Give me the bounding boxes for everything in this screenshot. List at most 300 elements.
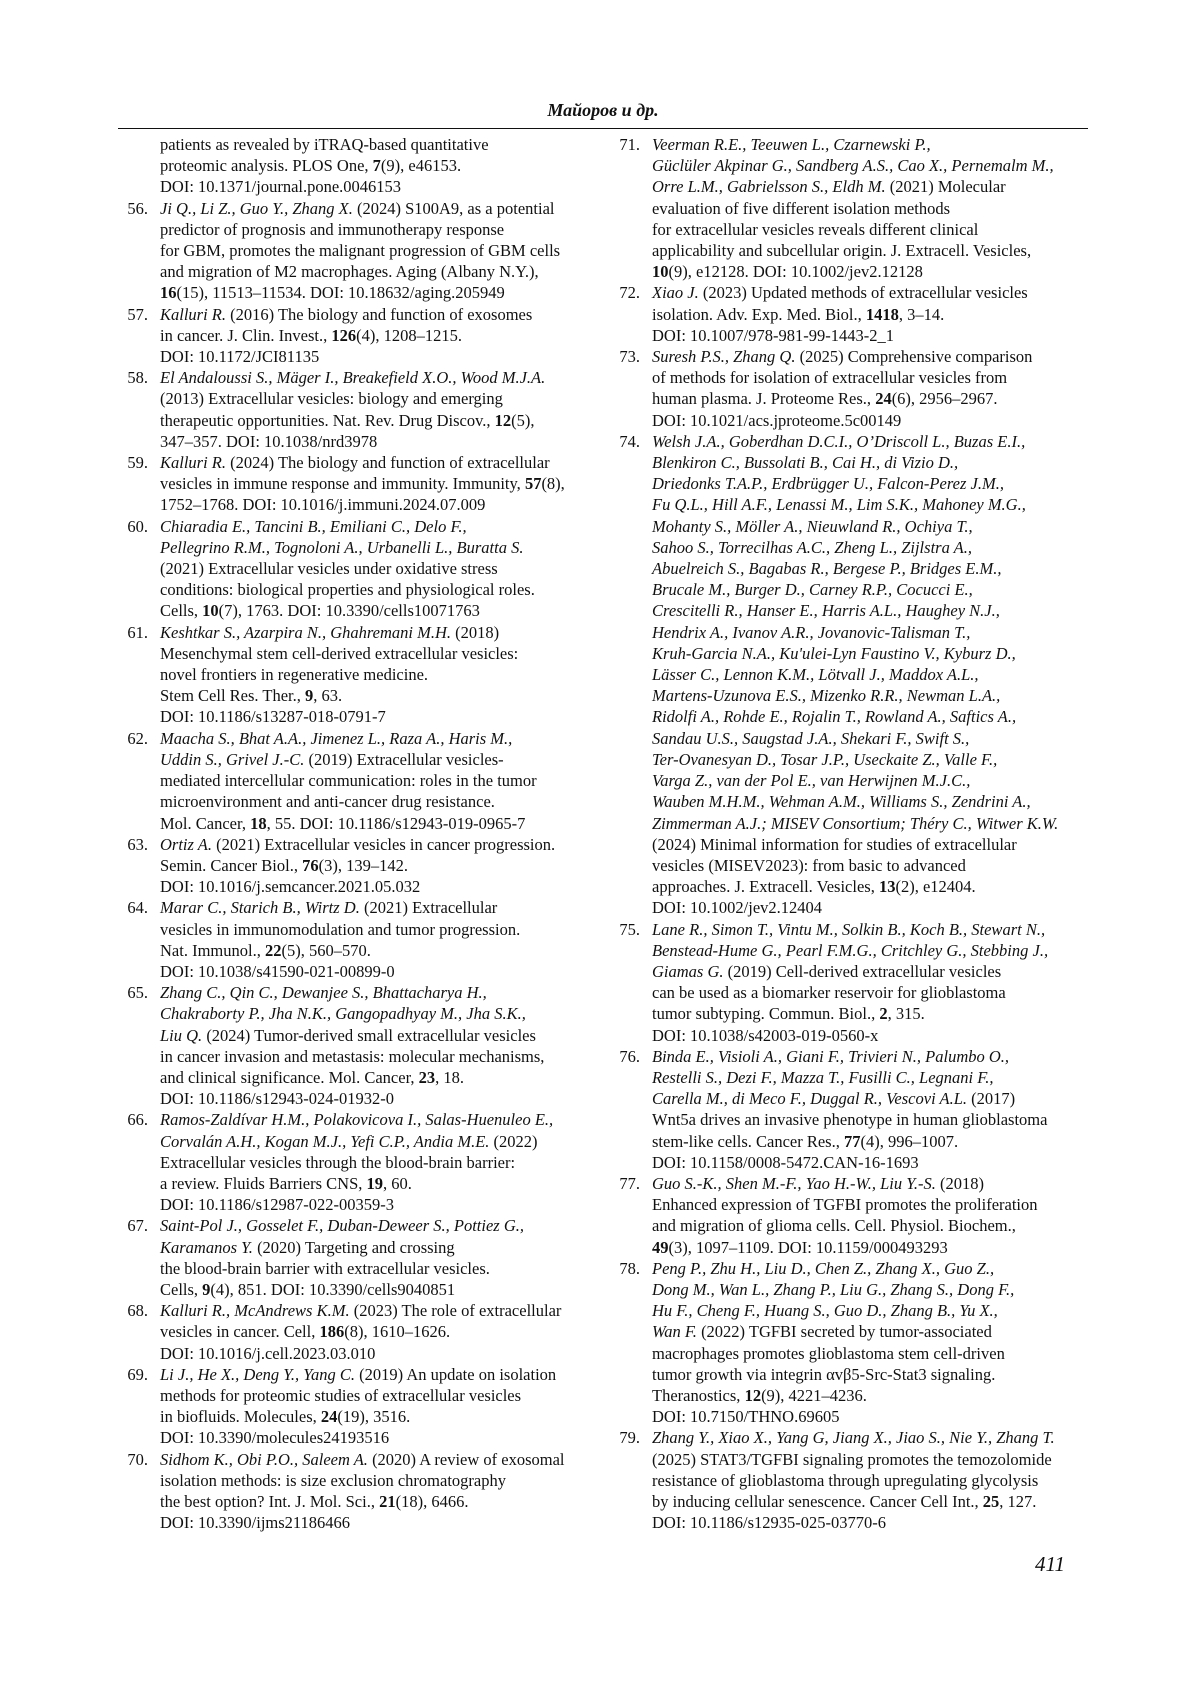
reference-authors: El Andaloussi S., Mäger I., Breakefield X.O., Wood M.J.A. (160, 368, 546, 388)
reference-text: DOI: 10.3390/ijms21186466 (160, 1513, 351, 1533)
reference-line (160, 728, 604, 749)
reference-volume: 19 (366, 1173, 384, 1193)
reference-line (652, 1385, 1090, 1406)
reference-line (652, 622, 1090, 643)
reference-line (160, 431, 604, 452)
reference-line (652, 346, 1090, 367)
reference-line (652, 325, 1090, 346)
reference-volume: 76 (302, 855, 319, 875)
reference-text: (2019) An update on isolation (354, 1364, 557, 1384)
reference-authors: Brucale M., Burger D., Carney R.P., Cocucci E., (652, 580, 973, 600)
reference-authors: Wauben M.H.M., Wehman A.M., Williams S., Zendrini A., (652, 792, 1031, 812)
reference-line (160, 1046, 604, 1067)
reference-line (652, 516, 1090, 537)
reference-line (160, 1194, 604, 1215)
reference-line (160, 304, 604, 325)
reference-line (160, 940, 604, 961)
reference-line (652, 1512, 1090, 1533)
reference-number: 66. (127, 1110, 148, 1130)
reference-line (160, 685, 604, 706)
reference-line (652, 410, 1090, 431)
reference-authors: Ter-Ovanesyan D., Tosar J.P., Useckaite Z., Valle F., (652, 749, 998, 769)
reference-number: 74. (619, 431, 640, 451)
reference-text: (2018) (935, 1173, 985, 1193)
reference-text: (9), e46153. (380, 156, 462, 176)
reference-authors: Kalluri R., McAndrews K.M. (160, 1301, 350, 1321)
header-rule (118, 128, 1088, 129)
reference-text: applicability and subcellular origin. J. Extracell. Vesicles, (652, 241, 1032, 261)
reference-line (652, 791, 1090, 812)
reference-text: DOI: 10.1007/978-981-99-1443-2_1 (652, 325, 894, 345)
reference-line (160, 791, 604, 812)
reference-text: macrophages promotes glioblastoma stem cell-driven (652, 1343, 1005, 1363)
reference-line (160, 813, 604, 834)
reference-authors: Dong M., Wan L., Zhang P., Liu G., Zhang S., Dong F., (652, 1279, 1015, 1299)
reference-line (160, 1364, 604, 1385)
reference-line (160, 982, 604, 1003)
reference-text: Mol. Cancer, (160, 813, 251, 833)
reference-volume: 7 (372, 156, 381, 176)
reference-text: (3), 139–142. (318, 855, 408, 875)
reference-number: 60. (127, 516, 148, 536)
reference-volume: 24 (320, 1407, 338, 1427)
reference-item (118, 304, 604, 368)
reference-text: the best option? Int. J. Mol. Sci., (160, 1492, 380, 1511)
reference-item (118, 1449, 604, 1534)
reference-authors: Corvalán A.H., Kogan M.J., Yefi C.P., Andia M.E. (160, 1131, 490, 1151)
reference-authors: Guo S.-K., Shen M.-F., Yao H.-W., Liu Y.-S. (652, 1173, 936, 1193)
reference-line (160, 1491, 604, 1512)
reference-text: (2023) Updated methods of extracellular vesicles (698, 283, 1028, 303)
reference-text: (15), 11513–11534. DOI: 10.18632/aging.205949 (176, 283, 505, 303)
reference-authors: Sandau U.S., Saugstad J.A., Shekari F., Swift S., (652, 728, 970, 748)
reference-authors: Lässer C., Lennon K.M., Lötvall J., Maddox A.L., (652, 665, 979, 685)
reference-text: Stem Cell Res. Ther., (160, 686, 305, 706)
reference-line (652, 1470, 1090, 1491)
reference-text: (2024) Tumor-derived small extracellular vesicles (202, 1025, 536, 1045)
reference-authors: Lane R., Simon T., Vintu M., Solkin B., Koch B., Stewart N., (652, 919, 1046, 939)
reference-line (652, 749, 1090, 770)
reference-text: therapeutic opportunities. Nat. Rev. Drug Discov., (160, 410, 495, 430)
reference-line (160, 622, 604, 643)
reference-line (160, 1088, 604, 1109)
reference-item (610, 919, 1090, 1046)
reference-line (652, 1109, 1090, 1130)
reference-line (652, 219, 1090, 240)
reference-number: 64. (127, 898, 148, 918)
reference-authors: Ramos-Zaldívar H.M., Polakovicova I., Salas-Huenuleo E., (160, 1110, 554, 1130)
reference-item (610, 1173, 1090, 1258)
reference-text: (2019) Extracellular vesicles- (304, 749, 504, 769)
reference-authors: Hu F., Cheng F., Huang S., Guo D., Zhang B., Yu X., (652, 1301, 998, 1321)
reference-authors: Crescitelli R., Hanser E., Harris A.L., Haughey N.J., (652, 601, 1000, 621)
reference-volume: 186 (319, 1322, 345, 1342)
reference-line (652, 176, 1090, 197)
reference-line (652, 1258, 1090, 1279)
reference-text: DOI: 10.1158/0008-5472.CAN-16-1693 (652, 1152, 919, 1172)
reference-line (652, 579, 1090, 600)
reference-number: 69. (127, 1364, 148, 1384)
reference-text: patients as revealed by iTRAQ-based quantitative (160, 135, 489, 154)
reference-number: 76. (619, 1046, 640, 1066)
reference-text: Enhanced expression of TGFBI promotes the proliferation (652, 1195, 1038, 1215)
reference-line (652, 1406, 1090, 1427)
reference-text: Mesenchymal stem cell-derived extracellular vesicles: (160, 643, 519, 663)
reference-volume: 49 (652, 1237, 669, 1257)
reference-text: vesicles (MISEV2023): from basic to advanced (652, 855, 966, 875)
reference-text: , 55. DOI: 10.1186/s12943-019-0965-7 (266, 813, 526, 833)
reference-line (160, 516, 604, 537)
reference-line (160, 1258, 604, 1279)
reference-item (610, 431, 1090, 919)
reference-text: DOI: 10.1038/s41590-021-00899-0 (160, 961, 395, 981)
reference-line (652, 1427, 1090, 1448)
reference-item (118, 516, 604, 622)
reference-authors: Martens-Uzunova E.S., Mizenko R.R., Newman L.A., (652, 686, 1001, 706)
reference-authors: Binda E., Visioli A., Giani F., Trivieri N., Palumbo O., (652, 1046, 1010, 1066)
reference-text: tumor growth via integrin αvβ5-Src-Stat3 signaling. (652, 1364, 996, 1384)
reference-line (160, 1173, 604, 1194)
reference-line (160, 834, 604, 855)
reference-line (652, 1237, 1090, 1258)
reference-line (652, 1067, 1090, 1088)
reference-line (652, 494, 1090, 515)
reference-line (160, 1385, 604, 1406)
reference-authors: Wan F. (652, 1322, 697, 1342)
reference-authors: Restelli S., Dezi F., Mazza T., Fusilli C., Legnani F., (652, 1067, 994, 1087)
reference-volume: 126 (331, 325, 357, 345)
reference-line (652, 982, 1090, 1003)
reference-line (652, 1279, 1090, 1300)
reference-text: , 63. (313, 686, 343, 706)
reference-volume: 16 (160, 283, 177, 303)
reference-number: 73. (619, 347, 640, 367)
reference-text: in cancer. J. Clin. Invest., (160, 325, 332, 345)
reference-text: (9), 4221–4236. (761, 1385, 867, 1405)
reference-line (160, 855, 604, 876)
reference-number: 61. (127, 622, 148, 642)
reference-authors: Mohanty S., Möller A., Nieuwland R., Ochiya T., (652, 516, 973, 536)
reference-text: proteomic analysis. PLOS One, (160, 156, 373, 176)
reference-text: (2016) The biology and function of exosomes (226, 304, 533, 324)
reference-text: and clinical significance. Mol. Cancer, (160, 1067, 419, 1087)
reference-text: (2013) Extracellular vesicles: biology and emerging (160, 389, 503, 409)
reference-line (652, 282, 1090, 303)
reference-volume: 25 (982, 1492, 1000, 1511)
reference-item (118, 622, 604, 728)
reference-line (652, 1046, 1090, 1067)
reference-text: tumor subtyping. Commun. Biol., (652, 1004, 880, 1024)
reference-number: 70. (127, 1449, 148, 1469)
reference-text: , 315. (887, 1004, 925, 1024)
reference-text: Cells, (160, 601, 203, 621)
reference-line (160, 749, 604, 770)
reference-volume: 10 (652, 262, 669, 282)
reference-line (652, 1088, 1090, 1109)
reference-text: DOI: 10.1021/acs.jproteome.5c00149 (652, 410, 902, 430)
reference-text: (2017) (967, 1089, 1016, 1109)
reference-item (118, 897, 604, 982)
reference-text: (3), 1097–1109. DOI: 10.1159/000493293 (668, 1237, 948, 1257)
reference-authors: Zhang C., Qin C., Dewanjee S., Bhattacharya H., (160, 983, 487, 1003)
reference-line (652, 198, 1090, 219)
reference-text: , 60. (383, 1173, 412, 1193)
reference-line (652, 261, 1090, 282)
reference-text: DOI: 10.1371/journal.pone.0046153 (160, 177, 402, 197)
reference-text: can be used as a biomarker reservoir for glioblastoma (652, 983, 1006, 1003)
reference-text: the blood-brain barrier with extracellular vesicles. (160, 1258, 490, 1278)
reference-line (652, 1025, 1090, 1046)
reference-text: and migration of glioma cells. Cell. Physiol. Biochem., (652, 1216, 1016, 1236)
reference-text: (7), 1763. DOI: 10.3390/cells10071763 (218, 601, 480, 621)
reference-line (652, 304, 1090, 325)
reference-line (652, 1343, 1090, 1364)
reference-line (652, 1173, 1090, 1194)
reference-line (652, 1215, 1090, 1236)
reference-authors: Giamas G. (652, 961, 724, 981)
reference-line (160, 325, 604, 346)
reference-text: (2019) Cell-derived extracellular vesicles (723, 961, 1002, 981)
reference-line (652, 537, 1090, 558)
reference-text: DOI: 10.1172/JCI81135 (160, 347, 320, 367)
reference-authors: Blenkiron C., Bussolati B., Cai H., di Vizio D., (652, 453, 959, 473)
reference-line (160, 897, 604, 918)
reference-text: (4), 1208–1215. (356, 325, 463, 345)
reference-text: novel frontiers in regenerative medicine. (160, 665, 429, 685)
reference-item (610, 134, 1090, 282)
reference-line (652, 1003, 1090, 1024)
reference-item (118, 452, 604, 516)
reference-text: for GBM, promotes the malignant progression of GBM cells (160, 241, 561, 261)
reference-text: Theranostics, (652, 1385, 745, 1405)
reference-authors: Suresh P.S., Zhang Q. (652, 347, 796, 367)
reference-line (652, 685, 1090, 706)
reference-line (160, 961, 604, 982)
reference-line (160, 494, 604, 515)
reference-authors: Zhang Y., Xiao X., Yang G, Jiang X., Jiao S., Nie Y., Zhang T. (652, 1428, 1055, 1448)
reference-volume: 1418 (865, 304, 899, 324)
reference-text: vesicles in immunomodulation and tumor progression. (160, 919, 521, 939)
reference-line (652, 855, 1090, 876)
reference-authors: Ji Q., Li Z., Guo Y., Zhang X. (160, 198, 353, 218)
reference-line (652, 558, 1090, 579)
reference-number: 58. (127, 368, 148, 388)
reference-number: 65. (127, 983, 148, 1003)
reference-text: (2022) TGFBI secreted by tumor-associated (696, 1322, 992, 1342)
reference-line (652, 473, 1090, 494)
reference-line (160, 770, 604, 791)
reference-text: (18), 6466. (395, 1492, 469, 1511)
reference-authors: Ridolfi A., Rohde E., Rojalin T., Rowland A., Saftics A., (652, 707, 1017, 727)
reference-number: 71. (619, 135, 640, 154)
reference-line (160, 367, 604, 388)
reference-line (652, 770, 1090, 791)
reference-line (160, 1343, 604, 1364)
reference-volume: 21 (379, 1492, 396, 1511)
reference-text: , 18. (435, 1067, 465, 1087)
reference-line (652, 134, 1090, 155)
reference-line (160, 643, 604, 664)
reference-line (160, 919, 604, 940)
reference-volume: 9 (304, 686, 314, 706)
reference-text: (19), 3516. (337, 1407, 411, 1427)
reference-text: isolation. Adv. Exp. Med. Biol., (652, 304, 866, 324)
reference-line (160, 176, 604, 197)
reference-text: Cells, (160, 1279, 203, 1299)
reference-text: (2025) Comprehensive comparison (795, 347, 1033, 367)
reference-line (652, 834, 1090, 855)
reference-item (118, 367, 604, 452)
reference-text: 1752–1768. DOI: 10.1016/j.immuni.2024.07.009 (160, 495, 486, 515)
reference-number: 75. (619, 919, 640, 939)
reference-line (160, 219, 604, 240)
reference-authors: Chakraborty P., Jha N.K., Gangopadhyay M., Jha S.K., (160, 1004, 526, 1024)
reference-authors: Welsh J.A., Goberdhan D.C.I., O’Driscoll L., Buzas E.I., (652, 431, 1026, 451)
reference-text: Semin. Cancer Biol., (160, 855, 303, 875)
reference-number: 79. (619, 1428, 640, 1448)
reference-text: approaches. J. Extracell. Vesicles, (652, 877, 879, 897)
reference-line (652, 728, 1090, 749)
reference-text: in cancer invasion and metastasis: molecular mechanisms, (160, 1046, 545, 1066)
reference-text: by inducing cellular senescence. Cancer Cell Int., (652, 1492, 983, 1511)
reference-text: (5), 560–570. (281, 940, 371, 960)
running-header: Майоров и др. (547, 100, 659, 120)
reference-line (160, 1152, 604, 1173)
reference-text: resistance of glioblastoma through upregulating glycolysis (652, 1470, 1039, 1490)
reference-line (160, 558, 604, 579)
reference-text: 347–357. DOI: 10.1038/nrd3978 (160, 431, 378, 451)
reference-line (652, 367, 1090, 388)
reference-text: (2022) (489, 1131, 538, 1151)
reference-text: (2023) The role of extracellular (349, 1301, 562, 1321)
reference-authors: Keshtkar S., Azarpira N., Ghahremani M.H. (160, 622, 452, 642)
reference-authors: Sahoo S., Torrecilhas A.C., Zheng L., Zijlstra A., (652, 537, 972, 557)
reference-line (160, 1131, 604, 1152)
reference-authors: Pellegrino R.M., Tognoloni A., Urbanelli L., Buratta S. (160, 537, 524, 557)
reference-text: methods for proteomic studies of extracellular vesicles (160, 1385, 522, 1405)
reference-line (160, 198, 604, 219)
reference-item (610, 346, 1090, 431)
reference-item (610, 1258, 1090, 1428)
reference-line (652, 1364, 1090, 1385)
reference-line (652, 706, 1090, 727)
reference-text: (2020) Targeting and crossing (252, 1237, 455, 1257)
reference-text: DOI: 10.1186/s12987-022-00359-3 (160, 1195, 395, 1215)
reference-line (160, 388, 604, 409)
reference-line (160, 1406, 604, 1427)
reference-authors: Hendrix A., Ivanov A.R., Jovanovic-Talisman T., (652, 622, 971, 642)
reference-line (160, 346, 604, 367)
reference-authors: Maacha S., Bhat A.A., Jimenez L., Raza A., Haris M., (160, 728, 513, 748)
reference-line (652, 388, 1090, 409)
reference-text: DOI: 10.1016/j.cell.2023.03.010 (160, 1343, 376, 1363)
reference-authors: Carella M., di Meco F., Duggal R., Vescovi A.L. (652, 1089, 967, 1109)
reference-line (652, 1194, 1090, 1215)
reference-item (118, 834, 604, 898)
reference-line (652, 1300, 1090, 1321)
reference-line (160, 600, 604, 621)
reference-line (160, 579, 604, 600)
reference-item (610, 1427, 1090, 1533)
reference-text: and migration of M2 macrophages. Aging (Albany N.Y.), (160, 262, 539, 282)
reference-line (160, 1279, 604, 1300)
reference-text: (2021) Molecular (885, 177, 1006, 197)
reference-volume: 12 (744, 1385, 762, 1405)
reference-authors: Zimmerman A.J.; MISEV Consortium; Théry C., Witwer K.W. (652, 813, 1059, 833)
reference-authors: Abuelreich S., Bagabas R., Bergese P., Bridges E.M., (652, 559, 1002, 579)
reference-line (160, 452, 604, 473)
reference-line (160, 473, 604, 494)
reference-volume: 23 (418, 1067, 436, 1087)
reference-volume: 18 (250, 813, 267, 833)
reference-line (652, 431, 1090, 452)
reference-item (118, 198, 604, 304)
reference-text: vesicles in immune response and immunity. Immunity, (160, 474, 525, 494)
reference-number: 56. (127, 198, 148, 218)
references-column-right (610, 134, 1090, 1533)
reference-text: DOI: 10.1002/jev2.12404 (652, 898, 823, 918)
reference-line (652, 240, 1090, 261)
reference-volume: 57 (524, 474, 542, 494)
reference-line (160, 664, 604, 685)
reference-authors: Saint-Pol J., Gosselet F., Duban-Deweer S., Pottiez G., (160, 1216, 525, 1236)
reference-text: vesicles in cancer. Cell, (160, 1322, 320, 1342)
reference-text: (5), (511, 410, 535, 430)
reference-text: , 3–14. (898, 304, 945, 324)
reference-text: (2), e12404. (895, 877, 976, 897)
reference-line (652, 155, 1090, 176)
reference-text: (8), (541, 474, 565, 494)
reference-text: (4), 851. DOI: 10.3390/cells9040851 (210, 1279, 456, 1299)
reference-text: isolation methods: is size exclusion chromatography (160, 1470, 506, 1490)
reference-number: 62. (127, 728, 148, 748)
reference-text: (2024) The biology and function of extracellular (226, 453, 550, 473)
reference-line (652, 876, 1090, 897)
reference-line (160, 1300, 604, 1321)
reference-volume: 10 (202, 601, 219, 621)
reference-item (118, 1215, 604, 1300)
reference-authors: Karamanos Y. (160, 1237, 253, 1257)
reference-authors: Chiaradia E., Tancini B., Emiliani C., Delo F., (160, 516, 467, 536)
reference-text: conditions: biological properties and physiological roles. (160, 580, 535, 600)
reference-line (160, 876, 604, 897)
reference-authors: Marar C., Starich B., Wirtz D. (160, 898, 360, 918)
reference-volume: 24 (875, 389, 892, 409)
reference-line (652, 600, 1090, 621)
reference-item (610, 282, 1090, 346)
reference-line (160, 1025, 604, 1046)
reference-line (652, 664, 1090, 685)
reference-authors: Fu Q.L., Hill A.F., Lenassi M., Lim S.K., Mahoney M.G., (652, 495, 1026, 515)
reference-line (160, 282, 604, 303)
reference-authors: Xiao J. (652, 283, 699, 303)
reference-item (118, 1300, 604, 1364)
reference-item (118, 134, 604, 198)
reference-text: DOI: 10.1038/s42003-019-0560-x (652, 1025, 879, 1045)
reference-text: stem-like cells. Cancer Res., (652, 1131, 844, 1151)
reference-text: microenvironment and anti-cancer drug resistance. (160, 792, 495, 812)
reference-authors: Sidhom K., Obi P.O., Saleem A. (160, 1449, 368, 1469)
reference-line (652, 452, 1090, 473)
reference-text: (8), 1610–1626. (344, 1322, 451, 1342)
reference-line (652, 961, 1090, 982)
reference-item (118, 1109, 604, 1215)
reference-line (160, 1427, 604, 1448)
reference-authors: Uddin S., Grivel J.-C. (160, 749, 305, 769)
reference-authors: Ortiz A. (160, 834, 212, 854)
reference-authors: Li J., He X., Deng Y., Yang C. (160, 1364, 355, 1384)
reference-text: predictor of prognosis and immunotherapy response (160, 219, 505, 239)
